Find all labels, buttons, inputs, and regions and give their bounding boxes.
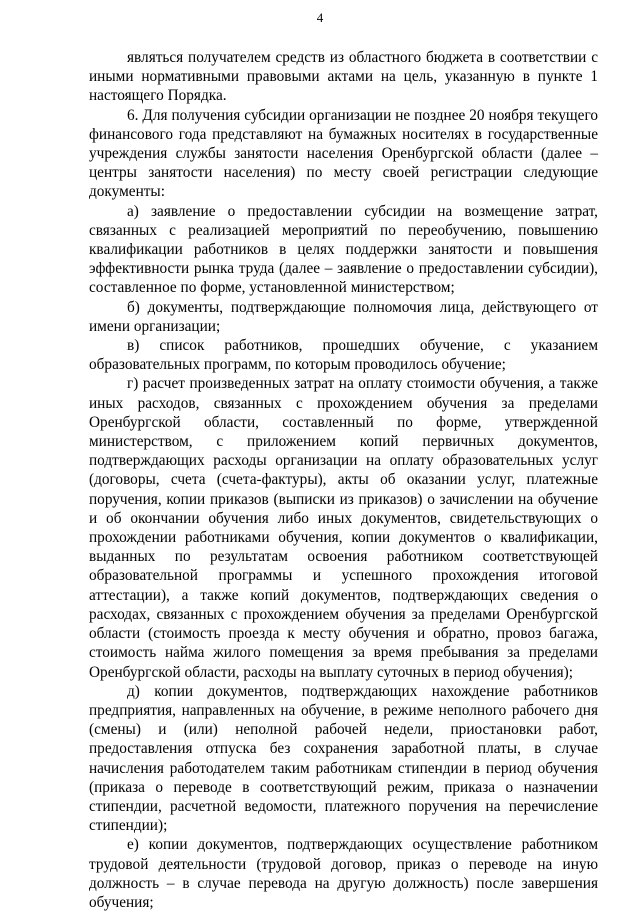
paragraph-subitem-b: б) документы, подтверждающие полномочия лица, действующего от имени организации; — [89, 298, 598, 335]
paragraph-subitem-d: д) копии документов, подтверждающих нахождение работников предприятия, направленных на обучение, в режиме неполного рабочего дня (смены) и (или) неполной рабочей недели, приостановки работ, предоставления отпуска без сохранения заработной платы, в случае начисления работодателем таким работникам стипендии в период обучения (приказа о переводе в соответствующий режим, приказа о назначении стипендии, расчетной ведомости, платежного поручения на перечисление стипендии); — [89, 682, 598, 835]
paragraph-subitem-e: е) копии документов, подтверждающих осуществление работником трудовой деятельности (трудовой договор, приказ о переводе на иную должность – в случае перевода на другую должность) после завершения обучения; — [89, 836, 598, 911]
page-number: 4 — [316, 10, 324, 25]
document-body — [89, 48, 598, 912]
paragraph-item-6: 6. Для получения субсидии организации не позднее 20 ноября текущего финансового года представляют на бумажных носителях в государственные учреждения службы занятости населения Оренбургской области (далее – центры занятости населения) по месту своей регистрации следующие документы: — [89, 106, 598, 201]
paragraph-subitem-v: в) список работников, прошедших обучение, с указанием образовательных программ, по которым проводилось обучение; — [89, 337, 598, 374]
paragraph-continuation: являться получателем средств из областного бюджета в соответствии с иными нормативными правовыми актами на цель, указанную в пункте 1 настоящего Порядка. — [89, 49, 598, 105]
paragraph-subitem-a: а) заявление о предоставлении субсидии на возмещение затрат, связанных с реализацией мероприятий по переобучению, повышению квалификации работников в целях поддержки занятости и повышения эффективности рынка труда (далее – заявление о предоставлении субсидии), составленное по форме, установленной министерством; — [89, 202, 598, 297]
paragraph-subitem-g: г) расчет произведенных затрат на оплату стоимости обучения, а также иных расходов, связанных с прохождением обучения за пределами Оренбургской области, составленный по форме, утвержденной министерством, с приложением копий первичных документов, подтверждающих расходы организации на оплату образовательных услуг (договоры, счета (счета-фактуры), акты об оказании услуг, платежные поручения, копии приказов (выписки из приказов) о зачислении на обучение и об окончании обучения либо иных документов, свидетельствующих о прохождении работниками обучения, копии документов о квалификации, выданных по результатам освоения работником соответствующей образовательной программы и успешного прохождения итоговой аттестации), а также копий документов, подтверждающих сведения о расходах, связанных с прохождением обучения за пределами Оренбургской области (стоимость проезда к месту обучения и обратно, провоз багажа, стоимость найма жилого помещения за время пребывания за пределами Оренбургской области, расходы на выплату суточных в период обучения); — [89, 375, 598, 681]
